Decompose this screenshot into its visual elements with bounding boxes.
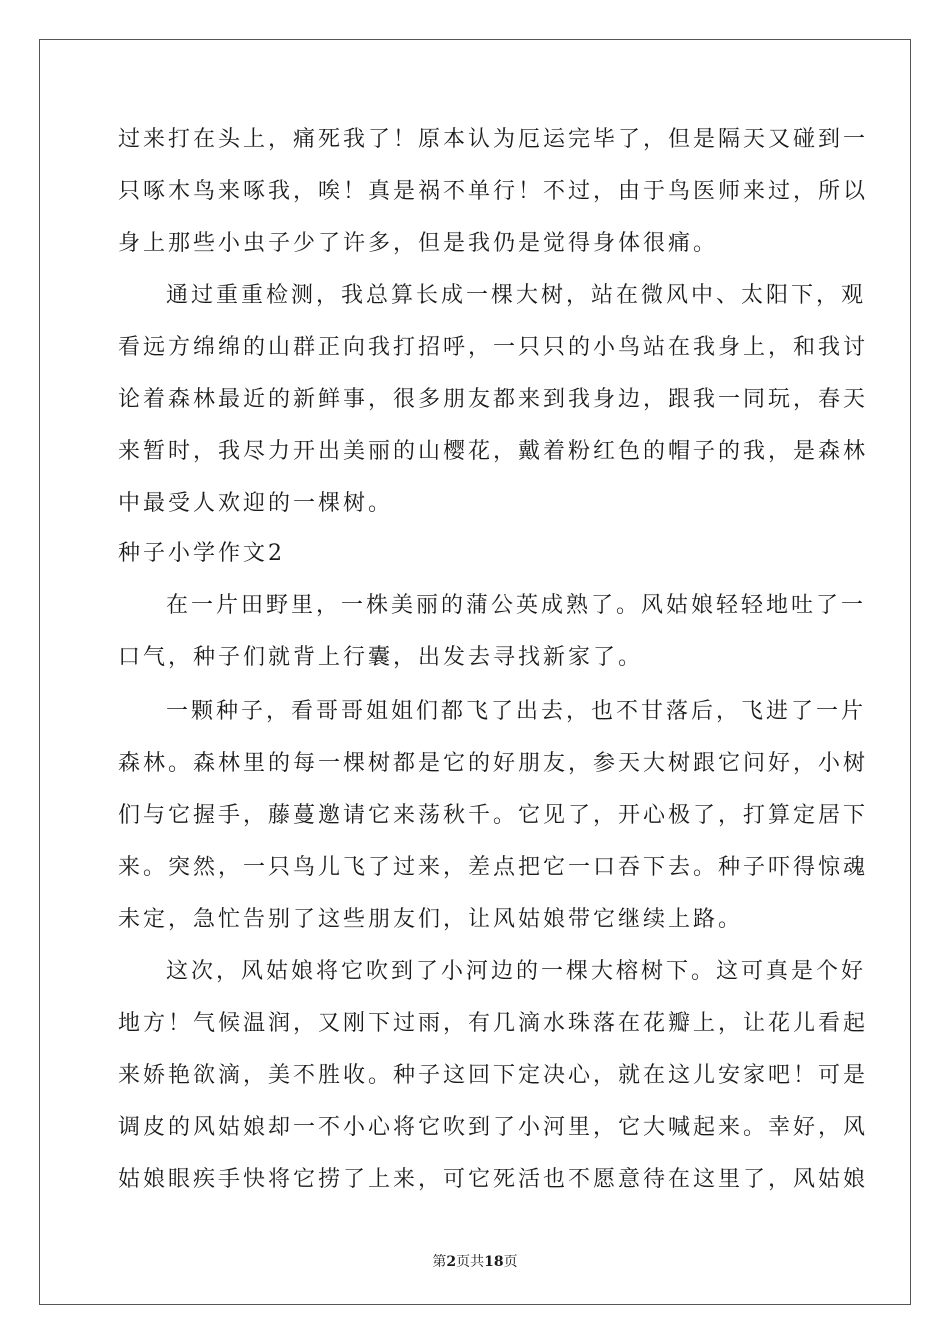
total-prefix: 共 [470, 1254, 485, 1270]
total-suffix: 页 [503, 1254, 518, 1270]
text-line: 未定，急忙告别了这些朋友们，让风姑娘带它继续上路。 [118, 907, 744, 932]
text-line: 在一片田野里，一株美丽的蒲公英成熟了。风姑娘轻轻地吐了一 [166, 593, 867, 618]
text-line: 这次，风姑娘将它吹到了小河边的一棵大榕树下。这可真是个好 [166, 959, 867, 984]
text-line: 来暂时，我尽力开出美丽的山樱花，戴着粉红色的帽子的我，是森林 [118, 439, 869, 464]
text-line: 论着森林最近的新鲜事，很多朋友都来到我身边，跟我一同玩，春天 [118, 387, 869, 412]
text-line: 来娇艳欲滴，美不胜收。种子这回下定决心，就在这儿安家吧！可是 [118, 1063, 869, 1088]
text-line: 们与它握手，藤蔓邀请它来荡秋千。它见了，开心极了，打算定居下 [118, 803, 869, 828]
text-line: 口气，种子们就背上行囊，出发去寻找新家了。 [118, 645, 644, 670]
text-line: 来。突然，一只鸟儿飞了过来，差点把它一口吞下去。种子吓得惊魂 [118, 855, 869, 880]
text-line: 身上那些小虫子少了许多，但是我仍是觉得身体很痛。 [118, 231, 719, 256]
text-line: 地方！气候温润，又刚下过雨，有几滴水珠落在花瓣上，让花儿看起 [118, 1011, 869, 1036]
text-line: 看远方绵绵的山群正向我打招呼，一只只的小鸟站在我身上，和我讨 [118, 335, 869, 360]
text-line: 过来打在头上，痛死我了！原本认为厄运完毕了，但是隔天又碰到一 [118, 127, 869, 152]
section-heading: 种子小学作文2 [118, 541, 285, 566]
total-pages: 18 [484, 1254, 504, 1270]
text-line: 一颗种子，看哥哥姐姐们都飞了出去，也不甘落后，飞进了一片 [166, 699, 867, 724]
page-number: 2 [446, 1254, 457, 1270]
text-line: 调皮的风姑娘却一不小心将它吹到了小河里，它大喊起来。幸好，风 [118, 1115, 869, 1140]
text-line: 姑娘眼疾手快将它捞了上来，可它死活也不愿意待在这里了，风姑娘 [118, 1167, 869, 1192]
text-line: 中最受人欢迎的一棵树。 [118, 491, 394, 516]
text-line: 通过重重检测，我总算长成一棵大树，站在微风中、太阳下，观 [166, 283, 867, 308]
text-line: 只啄木鸟来啄我，唉！真是祸不单行！不过，由于鸟医师来过，所以 [118, 179, 869, 204]
page-footer [0, 1252, 950, 1272]
page-suffix: 页 [456, 1254, 471, 1270]
text-line: 森林。森林里的每一棵树都是它的好朋友，参天大树跟它问好，小树 [118, 751, 869, 776]
page-prefix: 第 [432, 1254, 447, 1270]
